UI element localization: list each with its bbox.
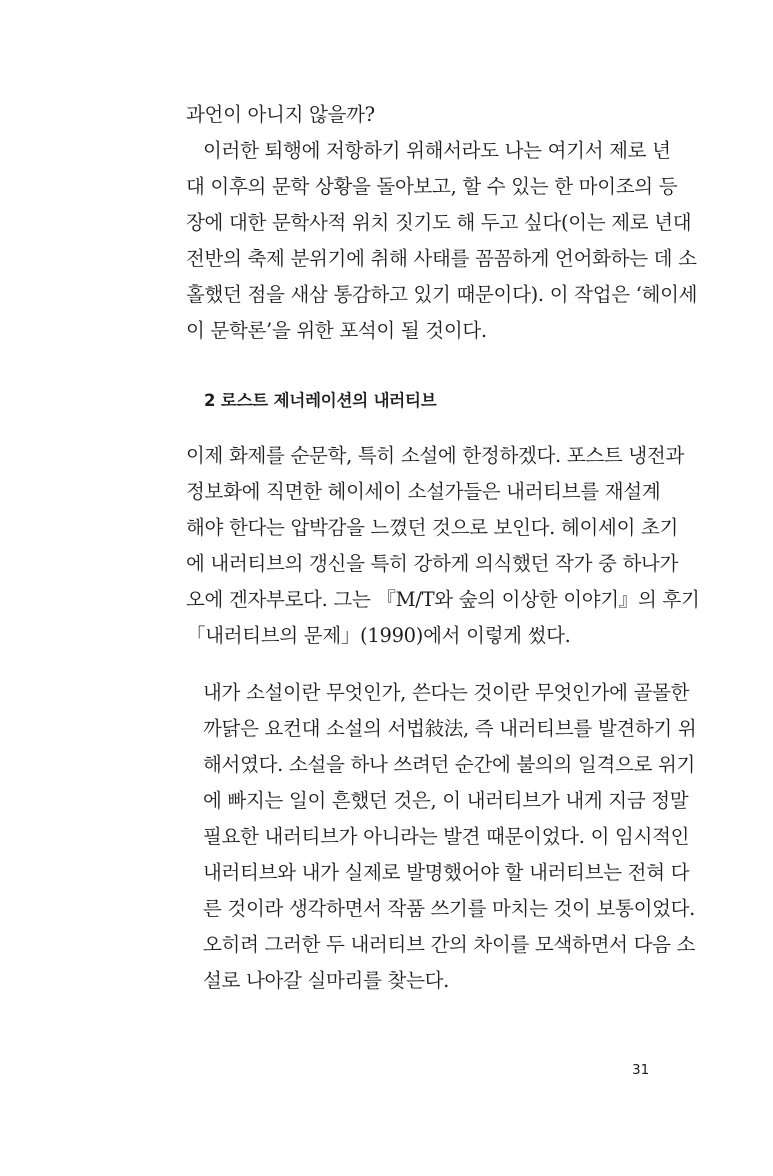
quote-line: 른 것이라 생각하면서 작품 쓰기를 마치는 것이 보통이었다. xyxy=(203,897,696,920)
paragraph-line: 이 문학론’을 위한 포석이 될 것이다. xyxy=(186,319,487,342)
paragraph-line: 장에 대한 문학사적 위치 짓기도 해 두고 싶다(이는 제로 년대 xyxy=(186,211,692,234)
paragraph-line: 대 이후의 문학 상황을 돌아보고, 할 수 있는 한 마이조의 등 xyxy=(186,175,678,198)
quote-line: 에 빠지는 일이 흔했던 것은, 이 내러티브가 내게 지금 정말 xyxy=(203,789,689,812)
paragraph-line: 에 내러티브의 갱신을 특히 강하게 의식했던 작가 중 하나가 xyxy=(186,552,679,575)
page-number: 31 xyxy=(632,1062,650,1078)
paragraph-line: 정보화에 직면한 헤이세이 소설가들은 내러티브를 재설계 xyxy=(186,480,661,503)
quote-line: 필요한 내러티브가 아니라는 발견 때문이었다. 이 임시적인 xyxy=(203,825,690,848)
paragraph-line: 전반의 축제 분위기에 취해 사태를 꼼꼼하게 언어화하는 데 소 xyxy=(186,247,697,270)
quote-line: 설로 나아갈 실마리를 찾는다. xyxy=(203,969,450,992)
quote-line: 내가 소설이란 무엇인가, 쓴다는 것이란 무엇인가에 골몰한 xyxy=(203,681,690,704)
quote-line: 까닭은 요컨대 소설의 서법敍法, 즉 내러티브를 발견하기 위 xyxy=(203,717,697,740)
paragraph-line: 과언이 아니지 않을까? xyxy=(186,103,375,126)
paragraph-line: 해야 한다는 압박감을 느꼈던 것으로 보인다. 헤이세이 초기 xyxy=(186,516,679,539)
quote-line: 오히려 그러한 두 내러티브 간의 차이를 모색하면서 다음 소 xyxy=(203,933,696,956)
paragraph-line: 「내러티브의 문제」(1990)에서 이렇게 썼다. xyxy=(186,624,571,647)
paragraph-line: 홀했던 점을 새삼 통감하고 있기 때문이다). 이 작업은 ‘헤이세 xyxy=(186,283,698,306)
paragraph-line: 이제 화제를 순문학, 특히 소설에 한정하겠다. 포스트 냉전과 xyxy=(186,444,684,467)
quote-line: 내러티브와 내가 실제로 발명했어야 할 내러티브는 전혀 다 xyxy=(203,861,690,884)
paragraph-line: 이러한 퇴행에 저항하기 위해서라도 나는 여기서 제로 년 xyxy=(203,139,671,162)
quote-line: 해서였다. 소설을 하나 쓰려던 순간에 불의의 일격으로 위기 xyxy=(203,753,696,776)
paragraph-line: 오에 겐자부로다. 그는 『M/T와 숲의 이상한 이야기』의 후기 xyxy=(186,588,700,611)
section-heading: 2 로스트 제너레이션의 내러티브 xyxy=(204,391,437,410)
